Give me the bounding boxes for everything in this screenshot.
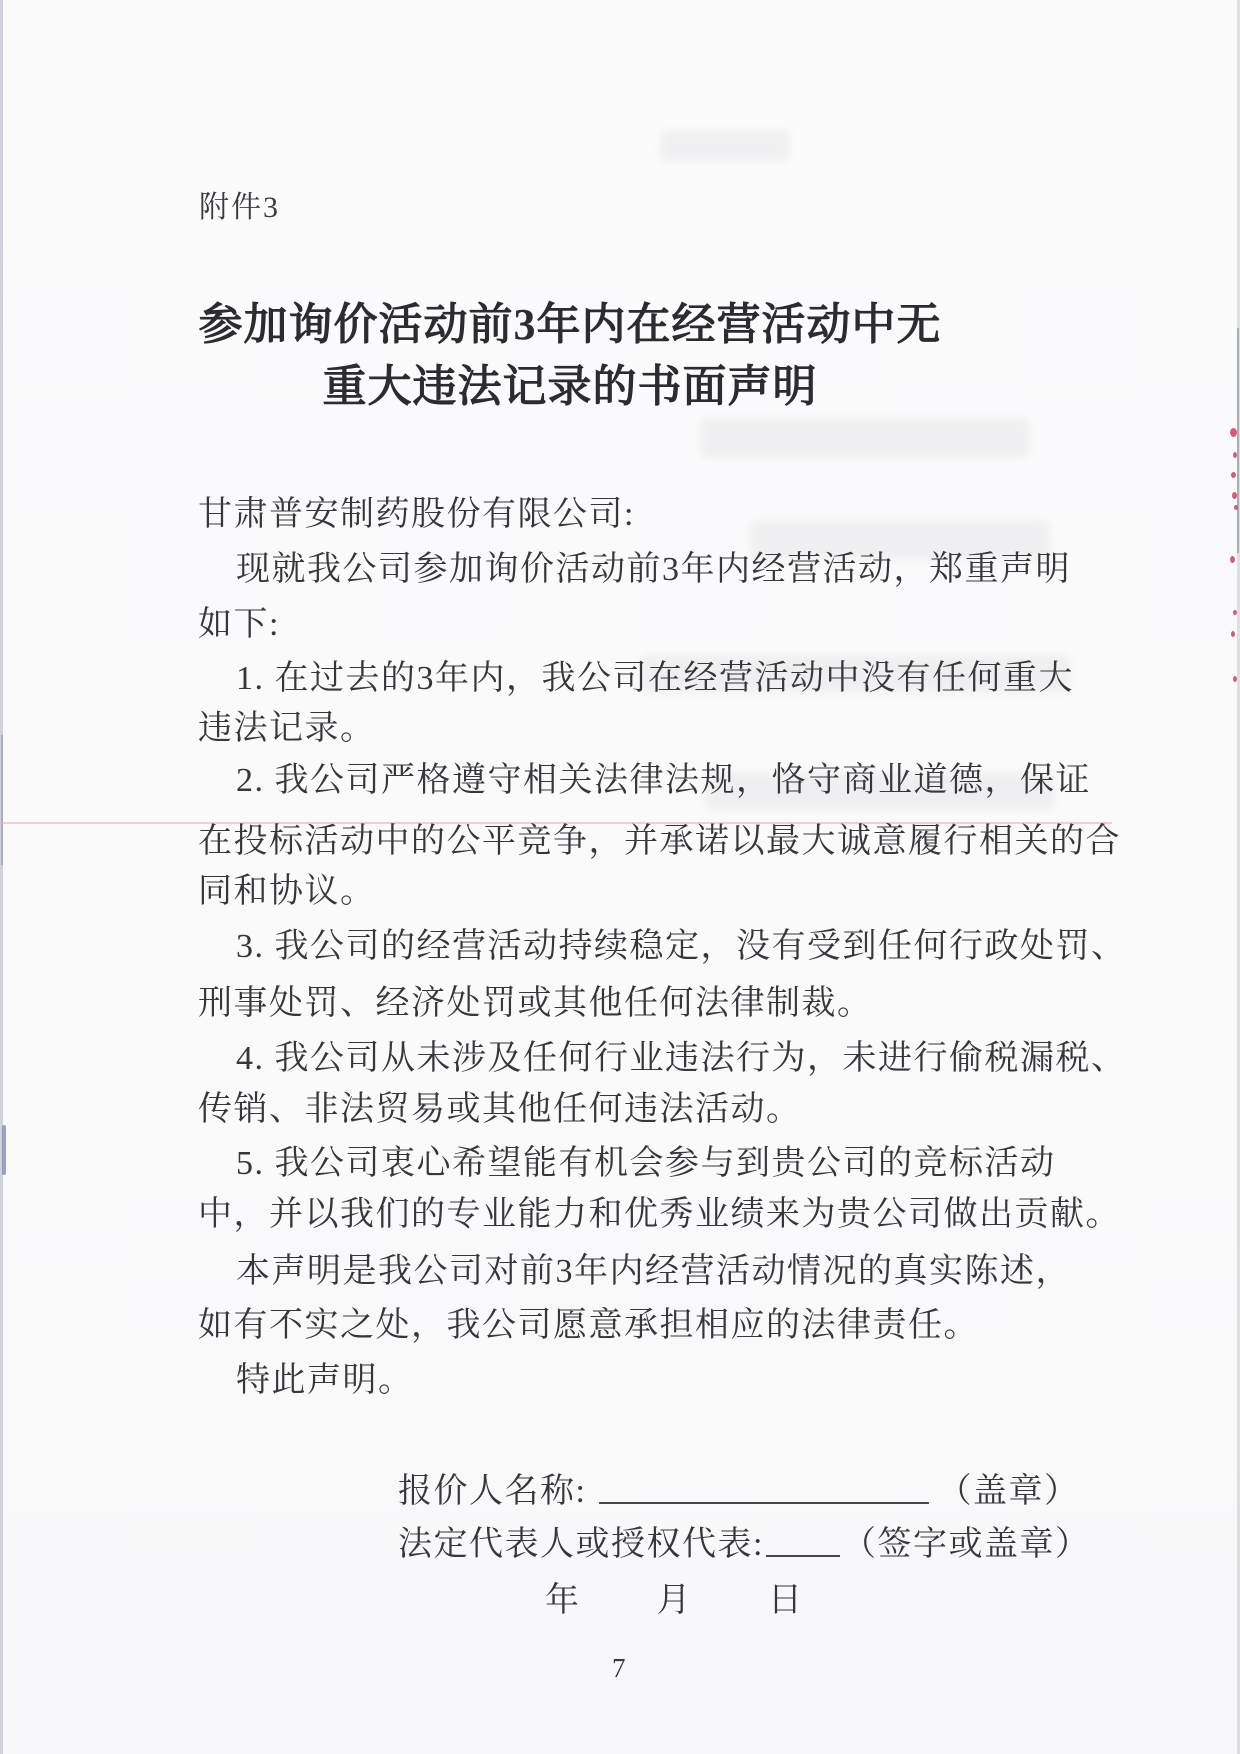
body-line: 4. 我公司从未涉及任何行业违法行为，未进行偷税漏税、 <box>236 1040 1127 1077</box>
red-ink-speck <box>1230 428 1237 437</box>
page-number: 7 <box>612 1653 626 1683</box>
body-line: 特此声明。 <box>236 1362 414 1399</box>
legal-representative-label: 法定代表人或授权代表: <box>398 1526 764 1563</box>
red-ink-speck <box>1230 556 1235 563</box>
body-line: 在投标活动中的公平竞争，并承诺以最大诚意履行相关的合 <box>198 823 1121 860</box>
legal-representative-blank <box>766 1555 840 1557</box>
legal-representative-row <box>398 1516 1090 1565</box>
red-ink-speck <box>1233 452 1237 458</box>
body-line: 同和协议。 <box>198 873 376 910</box>
legal-representative-seal-note: （签字或盖章） <box>841 1526 1091 1563</box>
red-ink-speck <box>1231 472 1236 478</box>
ink-bleed-ghost <box>700 418 1030 458</box>
body-line: 如下: <box>198 606 280 643</box>
bidder-seal-note: （盖章） <box>937 1473 1080 1510</box>
document-title-line-1: 参加询价活动前3年内在经营活动中无 <box>198 300 942 349</box>
bidder-name-row <box>398 1463 1079 1512</box>
scan-edge-left <box>0 0 3 1754</box>
body-line: 现就我公司参加询价活动前3年内经营活动，郑重声明 <box>236 551 1071 588</box>
body-line: 传销、非法贸易或其他任何违法活动。 <box>198 1091 802 1128</box>
blue-ink-mark <box>2 1125 6 1175</box>
ink-bleed-ghost <box>660 130 790 162</box>
body-line: 1. 在过去的3年内，我公司在经营活动中没有任何重大 <box>236 660 1074 697</box>
body-line: 5. 我公司衷心希望能有机会参与到贵公司的竞标活动 <box>236 1145 1056 1182</box>
bidder-name-label: 报价人名称: <box>398 1473 587 1510</box>
addressee-line: 甘肃普安制药股份有限公司: <box>198 496 635 533</box>
bidder-name-blank <box>599 1502 929 1504</box>
red-ink-speck <box>1233 676 1237 682</box>
body-line: 3. 我公司的经营活动持续稳定，没有受到任何行政处罚、 <box>236 928 1127 965</box>
red-ink-speck <box>1232 492 1237 499</box>
attachment-label: 附件3 <box>199 191 280 224</box>
date-row <box>545 1572 804 1621</box>
red-ink-speck <box>1233 610 1237 615</box>
body-line: 中，并以我们的专业能力和优秀业绩来为贵公司做出贡献。 <box>198 1196 1121 1233</box>
scan-edge-right-dark <box>1237 328 1239 553</box>
red-ink-speck <box>1234 505 1238 510</box>
body-line: 如有不实之处，我公司愿意承担相应的法律责任。 <box>198 1307 979 1344</box>
date-day-label: 日 <box>768 1582 804 1619</box>
red-ink-speck <box>1231 631 1235 637</box>
date-month-label: 月 <box>656 1582 692 1619</box>
body-line: 2. 我公司严格遵守相关法律法规，恪守商业道德，保证 <box>236 762 1091 799</box>
body-line: 刑事处罚、经济处罚或其他任何法律制裁。 <box>198 985 873 1022</box>
scan-edge-left-dark <box>1 735 3 865</box>
date-year-label: 年 <box>545 1582 581 1619</box>
body-line: 违法记录。 <box>198 710 376 747</box>
document-title-line-2: 重大违法记录的书面声明 <box>322 362 818 411</box>
body-line: 本声明是我公司对前3年内经营活动情况的真实陈述， <box>236 1253 1071 1290</box>
